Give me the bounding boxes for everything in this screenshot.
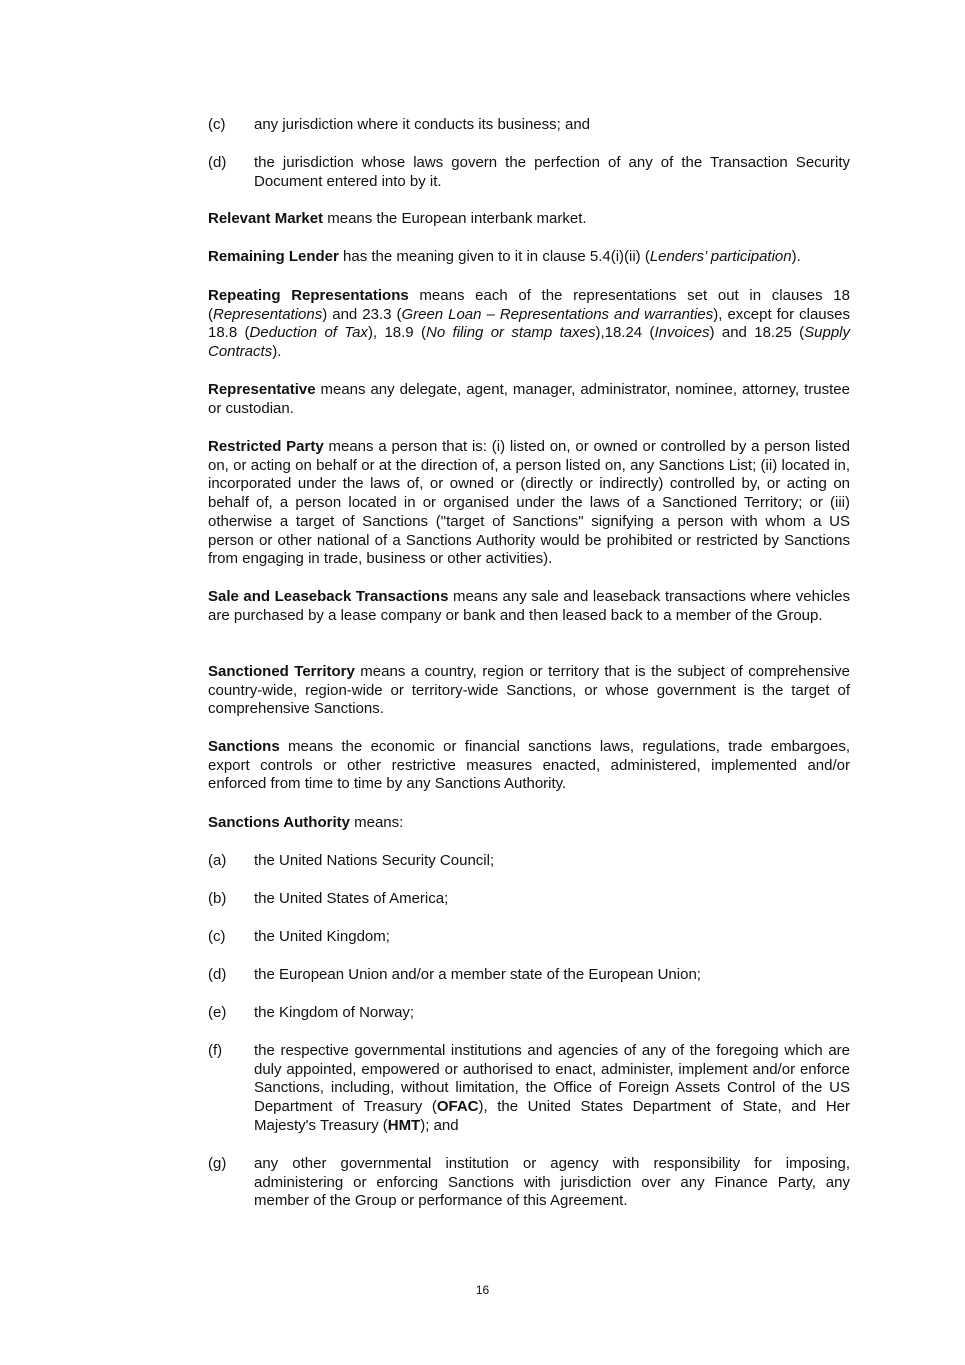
clause-reference: Supply Contracts xyxy=(208,324,851,361)
list-label: (c) xyxy=(208,116,226,133)
definition-text: means a person that is: (i) listed on, or owned or controlled by a person listed on, or acting on behalf or at the direction of, a person listed on, any Sanctions List; (ii) located in, incorporated under the laws of, or owned or (directly or indirectly) controlled by, or acting on behalf of, a person located in or organised under the laws of a Sanctioned Territory; or (iii) otherwise a target of Sanctions ("target of Sanctions" signifying a person with whom a US person or other national of a Sanctions Authority would be prohibited or restricted by Sanctions from engaging in trade, business or other activities). xyxy=(208,438,850,568)
definition-text: ), 18.9 ( xyxy=(367,324,426,342)
definition-text: means the European interbank market. xyxy=(323,210,587,227)
list-label: (g) xyxy=(208,1155,227,1172)
list-text: the European Union and/or a member state of the European Union; xyxy=(254,966,701,983)
definition-text: means any delegate, agent, manager, administrator, nominee, attorney, trustee or custodian. xyxy=(208,381,850,417)
clause-reference: Invoices xyxy=(654,324,710,342)
list-label: (d) xyxy=(208,154,227,171)
page-number: 16 xyxy=(475,1283,490,1297)
list-text: the Kingdom of Norway; xyxy=(254,1004,415,1021)
list-label: (c) xyxy=(208,928,226,945)
list-item-a xyxy=(208,852,850,871)
defined-term: Relevant Market xyxy=(208,210,324,227)
list-label: (b) xyxy=(208,890,227,907)
clause-reference: No filing or stamp taxes xyxy=(426,324,596,342)
list-item-b xyxy=(208,890,850,909)
definition-text: ) and 18.25 ( xyxy=(709,324,805,342)
list-label: (a) xyxy=(208,852,227,869)
definition-text: ) and 23.3 ( xyxy=(322,305,402,323)
definition-text: ). xyxy=(791,248,801,265)
clause-reference: Green Loan – Representations and warranties xyxy=(401,305,714,323)
list-item-d-top xyxy=(208,154,850,191)
definition-text: means the economic or financial sanctions laws, regulations, trade embargoes, export controls or other restrictive measures enacted, administered, implemented and/or enforced from time to time by any Sanctions Authority. xyxy=(208,738,850,793)
definition-sanctioned-territory xyxy=(208,663,850,719)
definition-text: means any sale and leaseback transactions where vehicles are purchased by a lease company or bank and then leased back to a member of the Group. xyxy=(208,588,850,624)
list-text-part: ), the United States Department of State, and Her Majesty's Treasury ( xyxy=(254,1098,850,1134)
list-text: the United States of America; xyxy=(254,890,449,907)
definition-sanctions xyxy=(208,738,850,794)
definition-relevant-market xyxy=(208,210,850,229)
list-item-g xyxy=(208,1155,850,1211)
definition-text: ). xyxy=(272,343,282,361)
list-text: the United Nations Security Council; xyxy=(254,852,495,869)
definition-text: means: xyxy=(349,814,404,831)
clause-reference: Representations xyxy=(213,305,323,323)
defined-term: Sanctions Authority xyxy=(208,814,350,831)
defined-term: Repeating Representations xyxy=(208,287,409,304)
definition-remaining-lender xyxy=(208,248,850,267)
definition-representative xyxy=(208,381,850,418)
defined-term: Sanctioned Territory xyxy=(208,663,355,680)
clause-reference: Deduction of Tax xyxy=(249,324,368,342)
definition-sanctions-authority xyxy=(208,814,850,833)
defined-term: Remaining Lender xyxy=(208,248,339,265)
list-text: the jurisdiction whose laws govern the perfection of any of the Transaction Security Document entered into by it. xyxy=(254,154,850,190)
abbreviation-ofac: OFAC xyxy=(436,1098,479,1116)
list-item-d xyxy=(208,966,850,985)
definition-sale-and-leaseback xyxy=(208,588,850,625)
list-text: the United Kingdom; xyxy=(254,928,390,945)
definition-repeating-representations xyxy=(208,287,850,362)
defined-term: Restricted Party xyxy=(208,438,324,455)
list-text-part: ); and xyxy=(420,1116,459,1134)
definition-text: ),18.24 ( xyxy=(595,324,655,342)
defined-term: Representative xyxy=(208,381,316,398)
list-item-c xyxy=(208,928,850,947)
list-label: (f) xyxy=(208,1042,223,1059)
list-item-e xyxy=(208,1004,850,1023)
list-item-f xyxy=(208,1042,850,1136)
defined-term: Sale and Leaseback Transactions xyxy=(208,588,449,605)
definition-text: means a country, region or territory that is the subject of comprehensive country-wide, region-wide or territory-wide Sanctions, or whose government is the target of comprehensive Sanctions. xyxy=(208,663,850,718)
abbreviation-hmt: HMT xyxy=(387,1116,421,1134)
list-item-c-top xyxy=(208,116,850,135)
list-label: (e) xyxy=(208,1004,227,1021)
list-text xyxy=(254,1042,850,1136)
definition-text: has the meaning given to it in clause 5.4(i)(ii) ( xyxy=(338,248,650,265)
list-label: (d) xyxy=(208,966,227,983)
list-text-part: the respective governmental institutions and agencies of any of the foregoing which are duly appointed, empowered or authorised to enact, administer, implement and/or enforce Sanctions, including, without limitation, the Office of Foreign Assets Control of the US Department of Treasury ( xyxy=(254,1042,850,1116)
list-text: any jurisdiction where it conducts its business; and xyxy=(254,116,591,133)
clause-reference: Lenders’ participation xyxy=(649,248,792,265)
defined-term: Sanctions xyxy=(208,738,280,755)
definition-text: ), except for clauses 18.8 ( xyxy=(208,305,850,342)
list-text: any other governmental institution or agency with responsibility for imposing, administering or enforcing Sanctions with jurisdiction over any Finance Party, any member of the Group or performance of this Agreement. xyxy=(254,1155,850,1210)
definition-restricted-party xyxy=(208,438,850,569)
definition-text: means each of the representations set out in clauses 18 ( xyxy=(208,287,850,323)
